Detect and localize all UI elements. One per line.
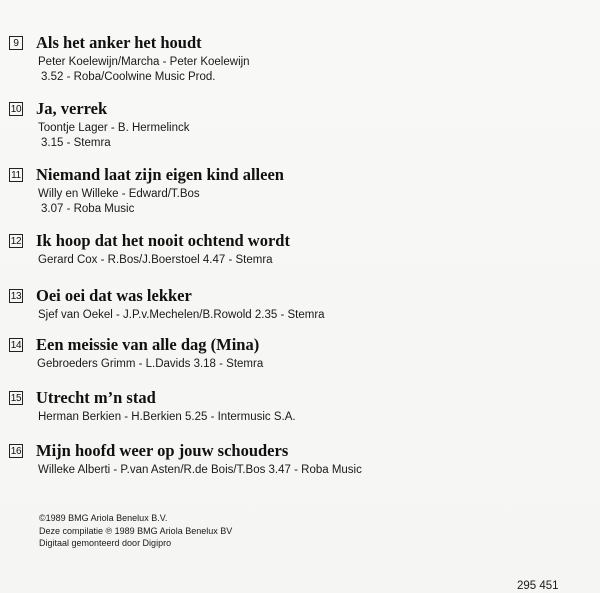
track-credits: Gerard Cox - R.Bos/J.Boerstoel 4.47 - Stemra (38, 254, 273, 266)
track-credits: Herman Berkien - H.Berkien 5.25 - Intermusic S.A. (38, 411, 296, 423)
track-title: Een meissie van alle dag (Mina) (36, 335, 260, 354)
track-number: 12 (10, 236, 22, 247)
track-number: 10 (10, 104, 22, 115)
track-number: 9 (9, 36, 23, 50)
copyright-line: ©1989 BMG Ariola Benelux B.V. (39, 513, 168, 523)
track-credits: Sjef van Oekel - J.P.v.Mechelen/B.Rowold 2.35 - Stemra (38, 309, 325, 321)
copyright-notice (39, 512, 232, 550)
track-credits: Toontje Lager - B. Hermelinck (38, 122, 190, 134)
track-title: Utrecht m’n stad (36, 388, 156, 407)
track-credits: Willeke Alberti - P.van Asten/R.de Bois/T.Bos 3.47 - Roba Music (38, 464, 362, 476)
track-credits: Peter Koelewijn/Marcha - Peter Koelewijn (38, 56, 250, 68)
catalog-number: 295 451 (517, 580, 559, 592)
track-duration-publisher: 3.52 - Roba/Coolwine Music Prod. (41, 71, 216, 83)
track-title: Niemand laat zijn eigen kind alleen (36, 165, 284, 184)
track-credits: Gebroeders Grimm - L.Davids 3.18 - Stemra (37, 358, 264, 370)
track-duration-publisher: 3.15 - Stemra (41, 137, 111, 149)
track-duration-publisher: 3.07 - Roba Music (41, 203, 135, 215)
track-title: Oei oei dat was lekker (36, 286, 192, 305)
track-number: 16 (10, 446, 22, 457)
track-number: 11 (9, 168, 23, 182)
track-number: 15 (10, 393, 22, 404)
track-title: Ja, verrek (36, 99, 108, 118)
track-title: Ik hoop dat het nooit ochtend wordt (36, 231, 290, 250)
track-title: Mijn hoofd weer op jouw schouders (36, 441, 289, 460)
mastering-line: Digitaal gemonteerd door Digipro (39, 538, 172, 548)
compilation-line: Deze compilatie ℗ 1989 BMG Ariola Benelux BV (39, 525, 233, 536)
track-number: 14 (10, 340, 22, 351)
track-title: Als het anker het houdt (36, 33, 202, 52)
track-credits: Willy en Willeke - Edward/T.Bos (38, 188, 200, 200)
track-number: 13 (10, 291, 22, 302)
